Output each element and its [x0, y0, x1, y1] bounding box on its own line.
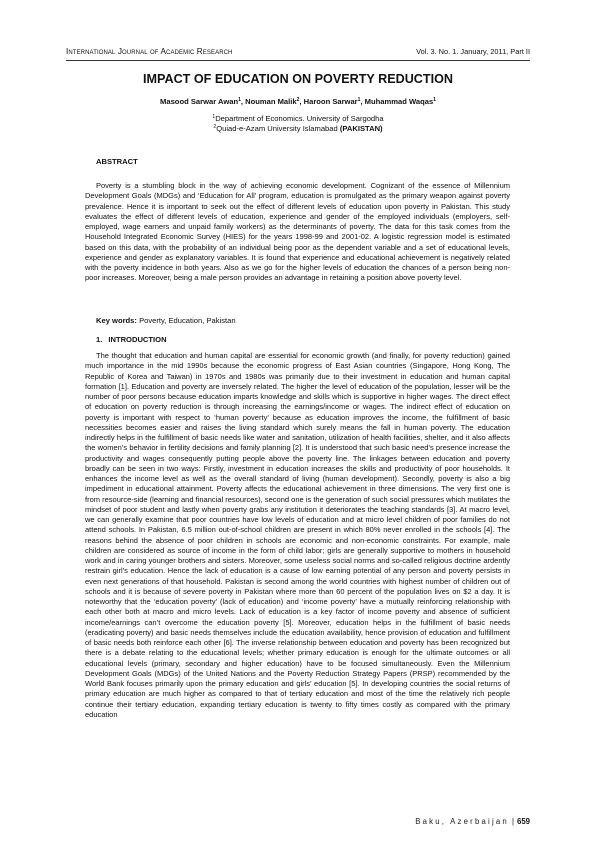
keywords-label: Key words: — [96, 316, 137, 325]
footer-separator: | — [511, 817, 514, 826]
affiliation-number: 1 — [212, 114, 216, 120]
section-title: INTRODUCTION — [108, 335, 167, 344]
page-footer — [415, 817, 530, 827]
section-heading-introduction — [96, 335, 167, 345]
issue-info: Vol. 3. No. 1. January, 2011, Part II — [416, 47, 530, 56]
keywords — [96, 316, 236, 326]
page-number: 659 — [516, 817, 530, 826]
running-header — [66, 46, 530, 58]
author-name: Muhammad Waqas — [364, 97, 434, 106]
author-affiliation-mark: 2 — [296, 97, 300, 103]
journal-name: International Journal of Academic Research — [66, 47, 233, 56]
abstract-heading: ABSTRACT — [96, 157, 138, 166]
abstract-text: Poverty is a stumbling block in the way of achieving economic development. Cognizant of the essence of Millennium Development Goals (MDGs) and ‘Education for All’ program, education is promulgated as the primary weapon against poverty prevalence. Hence it is important to seek out the effect of different levels of education upon poverty in Pakistan. This study evaluates the effect of different levels of education, experience and gender of the employed individuals (employers, self-employed, wage earners and unpaid family workers) as the determinants of poverty. The data for this task comes from the Household Integrated Economic Survey (HIES) for the years 1998-99 and 2001-02. A logistic regression model is estimated based on this data, with the probability of an individual being poor as the dependent variable and a set of educational levels, experience and gender as explanatory variables. It is found that experience and educational achievement is negatively related with the poverty incidence in both years. Also as we go for the higher levels of education the chances of a person being non-poor increases. Moreover, being a male person provides an advantage in retaining a position above poverty level. — [85, 181, 510, 283]
author-affiliation-mark: 1 — [357, 97, 361, 103]
affiliation-text: Quiad-e-Azam University Islamabad — [216, 124, 340, 133]
footer-place: Baku, Azerbaijan — [415, 817, 509, 826]
author-affiliation-mark: 1 — [433, 97, 436, 103]
section-number: 1. — [96, 335, 103, 344]
keywords-list: Poverty, Education, Pakistan — [139, 316, 236, 325]
affiliation-number: 2 — [213, 124, 217, 130]
affiliation — [66, 114, 530, 124]
header-rule — [66, 60, 530, 61]
affiliation — [66, 124, 530, 134]
author-list: Masood Sarwar Awan$^1$, Nouman Malik$^2$, Haroon Sarwar$^1$, Muhammad Waqas$^1$ — [160, 97, 436, 106]
author-name: Masood Sarwar Awan — [160, 97, 239, 106]
author-name: Nouman Malik — [245, 97, 297, 106]
author-name: Haroon Sarwar — [303, 97, 358, 106]
introduction-text: The thought that education and human capital are essential for economic growth (and finally, for poverty reduction) gained much importance in the mid 1990s because the economic progress of East Asian countries (Singapore, Hong Kong, The Republic of Korea and Taiwan) in 1970s and 1980s was primarily due to their investment in education and human capital formation [1]. Education and poverty are inversely related. The higher the level of education of the population, lesser will be the number of poor persons because education imparts knowledge and skills which is supportive in higher wages. The direct effect of education on poverty reduction is through increasing the earnings/income or wages. The indirect effect of education on poverty is important with respect to ‘human poverty’ because as education improves the income, the fulfillment of basic necessities becomes easier and raises the living standard which surely means the fall in human poverty. The education indirectly helps in the fulfillment of basic needs like water and sanitation, utilization of health facilities, shelter, and it also affects the women’s behavior in fertility decisions and family planning [2]. It is understood that such basic need’s presence increase the productivity and wages consequently putting people above the poverty line. The linkages between education and poverty broadly can be seen in two ways: Firstly, investment in education increases the skills and productivity of poor households. It enhances the income level as well as the overall standard of living (human development). Secondly, poverty is also a big impediment in educational attainment. Poverty affects the educational achievement in three dimensions. The very first one is from resource-side (learning and financial resources), second one is the generation of such social pressures which mutilates the mindset of poor student and lastly when poverty grabs any institution it deteriorates the teaching standards [3]. At macro level, we can generally examine that poor countries have low levels of education and at micro level children of poor families do not attend schools. In Pakistan, 6.5 million out-of-school children are present in which 80% never enrolled in the schools [4]. The reasons behind the absence of poor children in schools are economic and non-economic constraints. For example, male children are considered as source of income in the form of child labor; girls are generally supportive to mothers in household work and in caring younger brothers and sisters. Moreover, some useless social norms and so-called religious doctrine ardently restrain girl’s education. Hence the lack of education is a cause of low earning potential of any person and poverty persists in even next generations of that household. Pakistan is second among the world countries with highest number of children out of schools and it is because of severe poverty in Pakistan where more than 60 percent of the population lives on $2 a day. It is noteworthy that the ‘education poverty’ (lack of education) and ‘income poverty’ have a mutually reinforcing relationship with each other both at macro and micro levels. Lack of education is a key factor of income poverty and absence of sufficient income/earnings can’t overcome the education poverty [5]. Moreover, education helps in the fulfillment of basic needs (eradicating poverty) and basic needs themselves include the education availability, hence provision of education and fulfillment of basic needs both reinforce each other [6]. The inverse relationship between education and poverty has been recognized but there is a debate relating to the educational levels; whether primary education is enough for the ultimate outcomes or all educational levels (primary, secondary and higher education) have to be focused simultaneously. Even the Millennium Development Goals (MDGs) of the United Nations and the Poverty Reduction Strategy Papers (PRSP) recommended by the World Bank focuses primarily upon the primary education and girls’ education [5]. In developing countries the social returns of primary education are much higher as compared to that of tertiary education and most of the time the relatively rich people continue their tertiary education, expanding tertiary education is twenty to fifty times costly as compared with the primary education — [85, 351, 510, 719]
affiliation-country: (PAKISTAN) — [339, 124, 383, 133]
author-affiliation-mark: 1 — [238, 97, 241, 103]
paper-title: IMPACT OF EDUCATION ON POVERTY REDUCTION — [143, 72, 453, 86]
affiliation-text: Department of Economics. University of Sargodha — [215, 114, 384, 123]
